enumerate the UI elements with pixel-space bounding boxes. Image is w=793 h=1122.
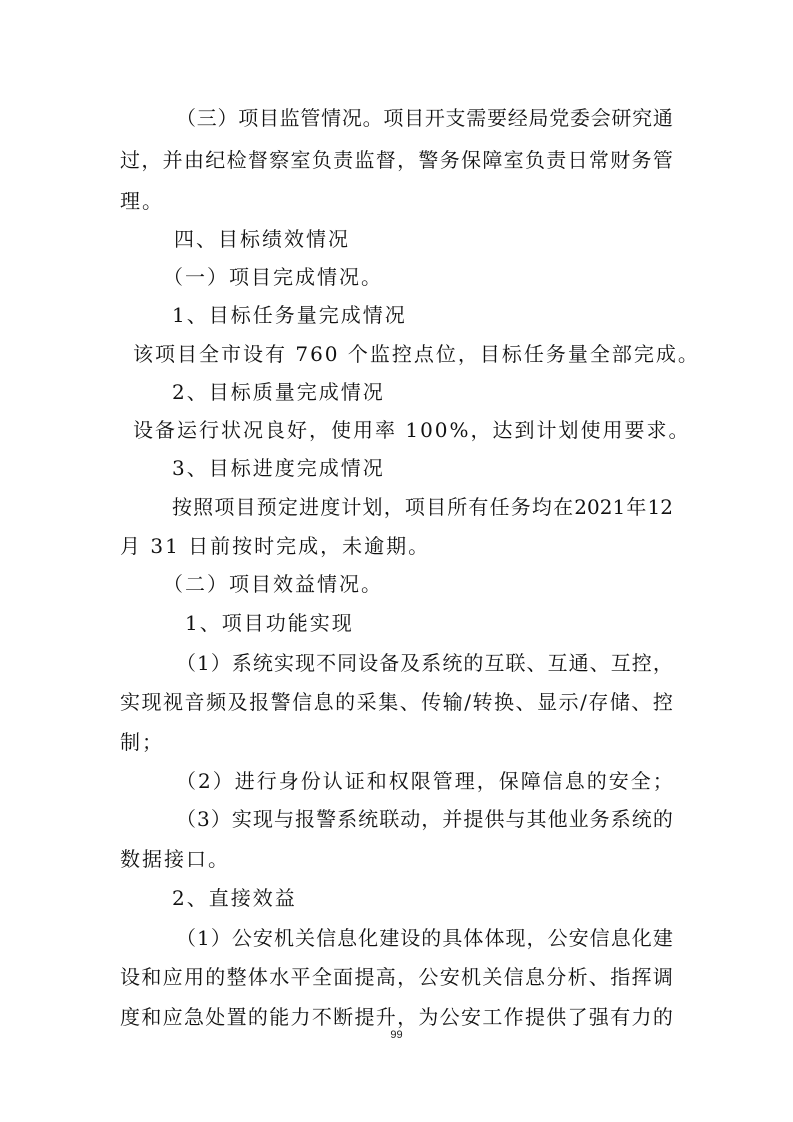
text-glyph: 监: [279, 106, 300, 130]
text-glyph: 目: [404, 106, 425, 130]
text-glyph: 建: [652, 926, 673, 950]
text-glyph: 具: [442, 926, 463, 950]
text-glyph: 务: [439, 148, 460, 172]
text-glyph: 统: [252, 651, 273, 675]
text-glyph: 动: [400, 807, 421, 831]
text-glyph: 况: [341, 106, 362, 130]
text-glyph: 有: [468, 495, 489, 519]
text-glyph: 显: [537, 690, 558, 714]
text-glyph: 其: [526, 807, 547, 831]
text-glyph: 应: [162, 965, 183, 989]
text-glyph: 。: [362, 106, 383, 130]
text-glyph: 设: [358, 651, 379, 675]
paragraph-line: 制；: [120, 730, 164, 754]
paragraph-line: [120, 148, 673, 172]
text-glyph: 信: [292, 690, 313, 714]
text-glyph: ）: [210, 651, 231, 675]
text-glyph: 设: [120, 965, 140, 989]
text-glyph: 1: [197, 651, 210, 675]
text-glyph: 、: [526, 651, 547, 675]
paragraph-line: [176, 651, 673, 675]
text-glyph: 进: [299, 495, 320, 519]
text-glyph: 责: [546, 148, 567, 172]
text-glyph: 监: [354, 148, 375, 172]
text-glyph: 督: [375, 148, 396, 172]
text-glyph: 障: [482, 148, 503, 172]
text-glyph: 现: [141, 690, 162, 714]
text-glyph: 安: [252, 926, 273, 950]
text-glyph: 目: [235, 495, 256, 519]
text-glyph: 三: [196, 106, 217, 130]
paragraph-line: [120, 1005, 673, 1029]
text-glyph: 体: [484, 926, 505, 950]
text-glyph: 通: [568, 651, 589, 675]
text-glyph: 目: [258, 106, 279, 130]
text-glyph: 机: [273, 926, 294, 950]
text-glyph: 责: [333, 148, 354, 172]
text-glyph: 12: [647, 495, 673, 519]
text-glyph: 备: [379, 651, 400, 675]
text-glyph: 的: [247, 1005, 268, 1029]
text-glyph: ，: [397, 965, 418, 989]
paragraph-line: 月 31 日前按时完成，未逾期。: [120, 534, 431, 558]
text-glyph: 度: [120, 1005, 140, 1029]
text-glyph: 信: [316, 926, 337, 950]
text-glyph: 检: [226, 148, 247, 172]
text-glyph: 年: [626, 495, 647, 519]
text-glyph: 能: [269, 1005, 290, 1029]
text-glyph: 换: [494, 690, 515, 714]
paragraph-line: [176, 106, 673, 130]
text-glyph: 要: [487, 106, 508, 130]
text-glyph: 项: [214, 495, 235, 519]
text-glyph: 公: [439, 1005, 460, 1029]
item-heading: 1、目标任务量完成情况: [172, 303, 407, 327]
text-glyph: 负: [524, 148, 545, 172]
text-glyph: 3: [197, 807, 210, 831]
text-glyph: 视: [163, 690, 184, 714]
subsection-heading: （一）项目完成情况。: [163, 265, 383, 289]
text-glyph: 平: [290, 965, 311, 989]
text-glyph: 项: [404, 495, 425, 519]
text-glyph: 频: [206, 690, 227, 714]
text-glyph: ）: [210, 807, 231, 831]
text-glyph: 挥: [631, 965, 652, 989]
text-glyph: （: [176, 651, 196, 675]
text-glyph: 负: [311, 148, 332, 172]
text-glyph: 照: [193, 495, 214, 519]
text-glyph: 析: [567, 965, 588, 989]
text-glyph: 提: [463, 807, 484, 831]
text-glyph: 过: [120, 148, 140, 172]
text-glyph: 关: [295, 926, 316, 950]
text-glyph: 转: [472, 690, 493, 714]
text-glyph: 现: [505, 926, 526, 950]
text-glyph: 督: [247, 148, 268, 172]
text-glyph: 划: [362, 495, 383, 519]
section-heading: 四、目标绩效情况: [174, 227, 350, 251]
text-glyph: 定: [277, 495, 298, 519]
text-glyph: 纪: [205, 148, 226, 172]
text-glyph: 互: [484, 651, 505, 675]
text-glyph: 实: [273, 651, 294, 675]
paragraph-line: （2）进行身份认证和权限管理，保障信息的安全；: [176, 769, 675, 793]
text-glyph: 公: [418, 965, 439, 989]
text-glyph: 提: [354, 1005, 375, 1029]
text-glyph: 供: [484, 807, 505, 831]
text-glyph: 传: [421, 690, 442, 714]
text-glyph: 支: [445, 106, 466, 130]
paragraph-line: [176, 926, 673, 950]
text-glyph: 并: [442, 807, 463, 831]
text-glyph: 情: [321, 106, 342, 130]
text-glyph: 互: [610, 651, 631, 675]
text-glyph: 开: [424, 106, 445, 130]
text-glyph: 预: [256, 495, 277, 519]
text-glyph: 急: [183, 1005, 204, 1029]
text-glyph: 实: [231, 807, 252, 831]
text-glyph: ，: [526, 926, 547, 950]
text-glyph: 音: [184, 690, 205, 714]
text-glyph: 度: [320, 495, 341, 519]
text-glyph: 实: [120, 690, 140, 714]
text-glyph: 供: [546, 1005, 567, 1029]
text-glyph: 集: [378, 690, 399, 714]
text-glyph: 整: [226, 965, 247, 989]
text-glyph: 报: [249, 690, 270, 714]
text-glyph: 管: [652, 148, 673, 172]
text-glyph: 的: [652, 1005, 673, 1029]
text-glyph: 及: [400, 651, 421, 675]
text-glyph: 输: [442, 690, 463, 714]
text-glyph: 联: [379, 807, 400, 831]
text-glyph: 有: [610, 1005, 631, 1029]
text-glyph: （: [176, 807, 196, 831]
text-glyph: 控: [652, 690, 673, 714]
text-glyph: 务: [589, 807, 610, 831]
paragraph-line: 数据接口。: [120, 847, 230, 871]
text-glyph: 务: [631, 148, 652, 172]
text-glyph: 在: [553, 495, 574, 519]
text-glyph: 和: [141, 1005, 162, 1029]
text-glyph: 室: [503, 148, 524, 172]
text-glyph: 常: [588, 148, 609, 172]
text-glyph: 、: [399, 690, 420, 714]
text-glyph: 经: [507, 106, 528, 130]
text-glyph: 设: [400, 926, 421, 950]
text-glyph: 系: [231, 651, 252, 675]
text-glyph: 用: [183, 965, 204, 989]
text-glyph: 安: [439, 965, 460, 989]
text-glyph: 了: [567, 1005, 588, 1029]
text-glyph: 联: [505, 651, 526, 675]
paragraph-line: 设备运行状况良好，使用率 100%，达到计划使用要求。: [133, 418, 691, 442]
text-glyph: 务: [510, 495, 531, 519]
text-glyph: 系: [337, 807, 358, 831]
text-glyph: ）: [210, 926, 231, 950]
text-glyph: 他: [547, 807, 568, 831]
text-glyph: ，: [397, 1005, 418, 1029]
text-glyph: 并: [162, 148, 183, 172]
text-glyph: 工: [482, 1005, 503, 1029]
text-glyph: 机: [461, 965, 481, 989]
text-glyph: （: [176, 106, 196, 130]
text-glyph: /: [580, 690, 587, 714]
text-glyph: 报: [295, 807, 316, 831]
item-heading: 1、项目功能实现: [185, 611, 354, 635]
text-glyph: 室: [290, 148, 311, 172]
item-heading: 2、直接效益: [172, 886, 297, 910]
text-glyph: （: [176, 926, 196, 950]
text-glyph: 公: [231, 926, 252, 950]
text-glyph: 项: [383, 106, 404, 130]
text-glyph: 分: [546, 965, 567, 989]
text-glyph: 化: [631, 926, 652, 950]
text-glyph: 体: [463, 926, 484, 950]
text-glyph: 系: [421, 651, 442, 675]
text-glyph: 存: [588, 690, 609, 714]
text-glyph: 、: [515, 690, 536, 714]
text-glyph: 提: [354, 965, 375, 989]
paragraph-line: [120, 965, 673, 989]
text-glyph: 、: [631, 690, 652, 714]
text-glyph: 统: [358, 807, 379, 831]
text-glyph: 察: [269, 148, 290, 172]
text-glyph: 息: [524, 965, 545, 989]
text-glyph: 由: [183, 148, 204, 172]
text-glyph: 统: [442, 651, 463, 675]
text-glyph: 、: [589, 651, 610, 675]
text-glyph: 储: [609, 690, 630, 714]
text-glyph: 化: [358, 926, 379, 950]
text-glyph: 高: [375, 965, 396, 989]
text-glyph: 警: [316, 807, 337, 831]
text-glyph: 均: [531, 495, 552, 519]
text-glyph: 信: [503, 965, 524, 989]
text-glyph: 息: [337, 926, 358, 950]
text-glyph: ，: [652, 651, 673, 675]
text-glyph: ）: [217, 106, 238, 130]
text-glyph: 管: [300, 106, 321, 130]
text-glyph: 公: [547, 926, 568, 950]
text-glyph: 计: [341, 495, 362, 519]
text-glyph: 置: [226, 1005, 247, 1029]
text-glyph: 安: [461, 1005, 481, 1029]
text-glyph: 系: [610, 807, 631, 831]
paragraph-line: 理。: [120, 189, 164, 213]
text-glyph: ，: [383, 495, 404, 519]
text-glyph: 究: [632, 106, 653, 130]
text-glyph: 保: [461, 148, 481, 172]
text-glyph: 息: [313, 690, 334, 714]
text-glyph: 、: [588, 965, 609, 989]
text-glyph: 不: [311, 1005, 332, 1029]
text-glyph: 通: [652, 106, 673, 130]
text-glyph: 业: [568, 807, 589, 831]
text-glyph: 警: [270, 690, 291, 714]
text-glyph: 处: [205, 1005, 226, 1029]
text-glyph: ，: [397, 148, 418, 172]
text-glyph: 所: [447, 495, 468, 519]
text-glyph: 及: [227, 690, 248, 714]
text-glyph: 按: [172, 495, 192, 519]
text-glyph: 力: [290, 1005, 311, 1029]
text-glyph: 升: [375, 1005, 396, 1029]
text-glyph: 警: [418, 148, 439, 172]
text-glyph: 目: [426, 495, 447, 519]
item-heading: 3、目标进度完成情况: [172, 456, 385, 480]
text-glyph: 现: [295, 651, 316, 675]
text-glyph: 1: [197, 926, 210, 950]
text-glyph: 局: [528, 106, 549, 130]
text-glyph: 互: [547, 651, 568, 675]
text-glyph: 体: [247, 965, 268, 989]
text-glyph: 任: [489, 495, 510, 519]
text-glyph: 的: [652, 807, 673, 831]
paragraph-line: [120, 690, 673, 714]
text-glyph: 现: [252, 807, 273, 831]
text-glyph: 控: [631, 651, 652, 675]
text-glyph: 作: [503, 1005, 524, 1029]
page-number: 99: [390, 1029, 403, 1041]
text-glyph: 研: [611, 106, 632, 130]
text-glyph: 财: [610, 148, 631, 172]
paragraph-line: [176, 807, 673, 831]
text-glyph: 采: [356, 690, 377, 714]
text-glyph: 需: [466, 106, 487, 130]
text-glyph: 和: [141, 965, 162, 989]
text-glyph: 的: [205, 965, 226, 989]
text-glyph: 的: [335, 690, 356, 714]
text-glyph: ，: [141, 148, 162, 172]
text-glyph: 指: [610, 965, 631, 989]
text-glyph: 力: [631, 1005, 652, 1029]
paragraph-line: 该项目全市设有 760 个监控点位，目标任务量全部完成。: [133, 342, 700, 366]
item-heading: 2、目标质量完成情况: [172, 380, 385, 404]
text-glyph: 提: [524, 1005, 545, 1029]
text-glyph: 委: [569, 106, 590, 130]
text-glyph: 的: [421, 926, 442, 950]
text-glyph: 日: [567, 148, 588, 172]
text-glyph: ，: [421, 807, 442, 831]
text-glyph: 与: [505, 807, 526, 831]
text-glyph: 统: [631, 807, 652, 831]
text-glyph: 党: [549, 106, 570, 130]
text-glyph: /: [464, 690, 471, 714]
text-glyph: 全: [311, 965, 332, 989]
text-glyph: 应: [162, 1005, 183, 1029]
text-glyph: 2021: [574, 495, 626, 519]
text-glyph: 断: [333, 1005, 354, 1029]
text-glyph: 示: [558, 690, 579, 714]
text-glyph: 安: [568, 926, 589, 950]
text-glyph: 的: [463, 651, 484, 675]
text-glyph: 调: [652, 965, 673, 989]
text-glyph: 水: [269, 965, 290, 989]
text-glyph: 为: [418, 1005, 439, 1029]
paragraph-line: [172, 495, 673, 519]
text-glyph: 强: [588, 1005, 609, 1029]
text-glyph: 不: [316, 651, 337, 675]
text-glyph: 项: [238, 106, 259, 130]
text-glyph: 建: [379, 926, 400, 950]
text-glyph: 会: [590, 106, 611, 130]
text-glyph: 面: [333, 965, 354, 989]
text-glyph: 信: [589, 926, 610, 950]
text-glyph: 与: [273, 807, 294, 831]
text-glyph: 关: [482, 965, 503, 989]
text-glyph: 同: [337, 651, 358, 675]
subsection-heading: （二）项目效益情况。: [163, 572, 383, 596]
text-glyph: 息: [610, 926, 631, 950]
